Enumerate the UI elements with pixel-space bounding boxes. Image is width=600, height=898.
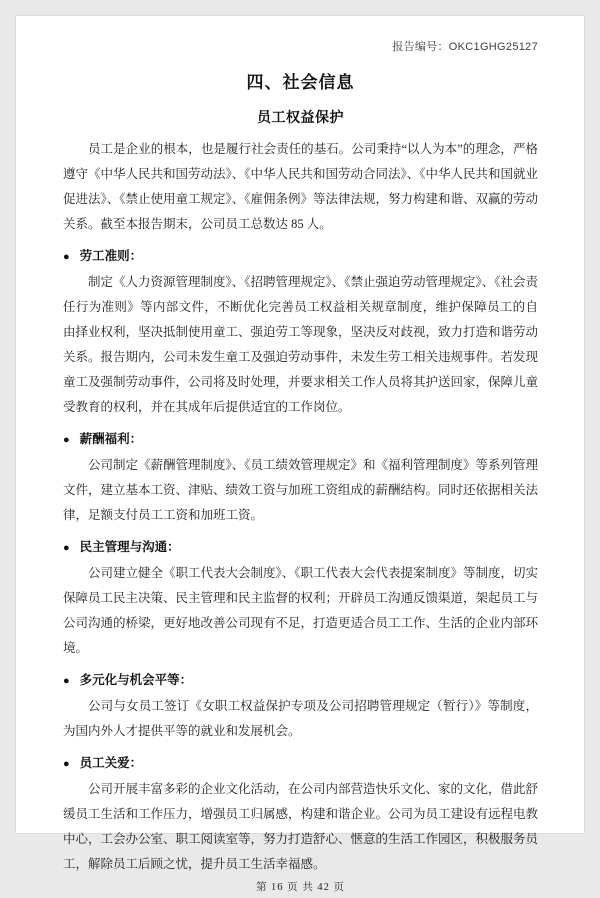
section-heading-diversity-equal-opportunity <box>63 668 538 694</box>
section-body-employee-care: 公司开展丰富多彩的企业文化活动，在公司内部营造快乐文化、家的文化，借此舒缓员工生活和工作压力，增强员工归属感，构建和谐企业。公司为员工建设有远程电教中心，工会办公室、职工阅读室等，努力打造舒心、惬意的生活工作园区，积极服务员工，解除员工后顾之忧，提升员工生活幸福感。 <box>63 782 539 871</box>
page-title: 四、社会信息 <box>246 73 355 92</box>
report-number: 报告编号：OKC1GHG25127 <box>392 41 538 53</box>
section-label: 民主管理与沟通： <box>79 540 180 554</box>
page-subtitle: 员工权益保护 <box>257 109 344 125</box>
intro-paragraph: 员工是企业的根本，也是履行社会责任的基石。公司秉持“以人为本”的理念，严格遵守《中华人民共和国劳动法》、《中华人民共和国劳动合同法》、《中华人民共和国就业促进法》、《禁止使用童工规定》、《雇佣条例》等法律法规，努力构建和谐、双赢的劳动关系。截至本报告期末，公司员工总数达 85 人。 <box>63 142 539 231</box>
bullet-icon: ● <box>63 542 70 554</box>
section-body-diversity-equal-opportunity: 公司与女员工签订《女职工权益保护专项及公司招聘管理规定（暂行）》等制度，为国内外人才提供平等的就业和发展机会。 <box>63 699 538 738</box>
section-label: 劳工准则： <box>79 249 143 263</box>
section-label: 员工关爱： <box>79 756 143 770</box>
bullet-icon: ● <box>63 675 70 687</box>
section-heading-democratic-management <box>63 535 538 561</box>
page-number-footer: 第 16 页 共 42 页 <box>255 882 346 893</box>
bullet-icon: ● <box>63 758 70 770</box>
section-body-compensation-benefits: 公司制定《薪酬管理制度》、《员工绩效管理规定》和《福利管理制度》等系列管理文件，建立基本工资、津贴、绩效工资与加班工资组成的薪酬结构。同时还依据相关法律，足额支付员工工资和加班工资。 <box>63 458 539 522</box>
bullet-icon: ● <box>63 434 70 446</box>
section-label: 薪酬福利： <box>79 432 143 446</box>
section-heading-compensation-benefits <box>63 427 538 453</box>
section-heading-labor-standards <box>63 244 538 270</box>
bullet-icon: ● <box>63 251 70 263</box>
section-label: 多元化与机会平等： <box>79 673 193 687</box>
page-content <box>16 16 584 898</box>
section-heading-employee-care <box>63 751 538 777</box>
section-body-labor-standards: 制定《人力资源管理制度》、《招聘管理规定》、《禁止强迫劳动管理规定》、《社会责任行为准则》等内部文件，不断优化完善员工权益相关规章制度，维护保障员工的自 由择业权利，坚决抵制使用童工、强迫劳工等现象，坚决反对歧视，致力打造和谐劳动关系。报告期内，公司未发生童工及强迫劳动事件，未发生劳工相关违规事件。若发现童工及强制劳动事件，公司将及时处理，并要求相关工作人员将其护送回家，保障儿童受教育的权利，并在其成年后提供适宜的工作岗位。 <box>63 275 539 414</box>
section-body-democratic-management: 公司建立健全《职工代表大会制度》、《职工代表大会代表提案制度》等制度，切实保障员工民主决策、民主管理和民主监督的权利；开辟员工沟通反馈渠道，架起员工与公司沟通的桥梁，更好地改善公司现有不足，打造更适合员工工作、生活的企业内部环境。 <box>63 566 539 655</box>
report-page <box>15 15 585 893</box>
